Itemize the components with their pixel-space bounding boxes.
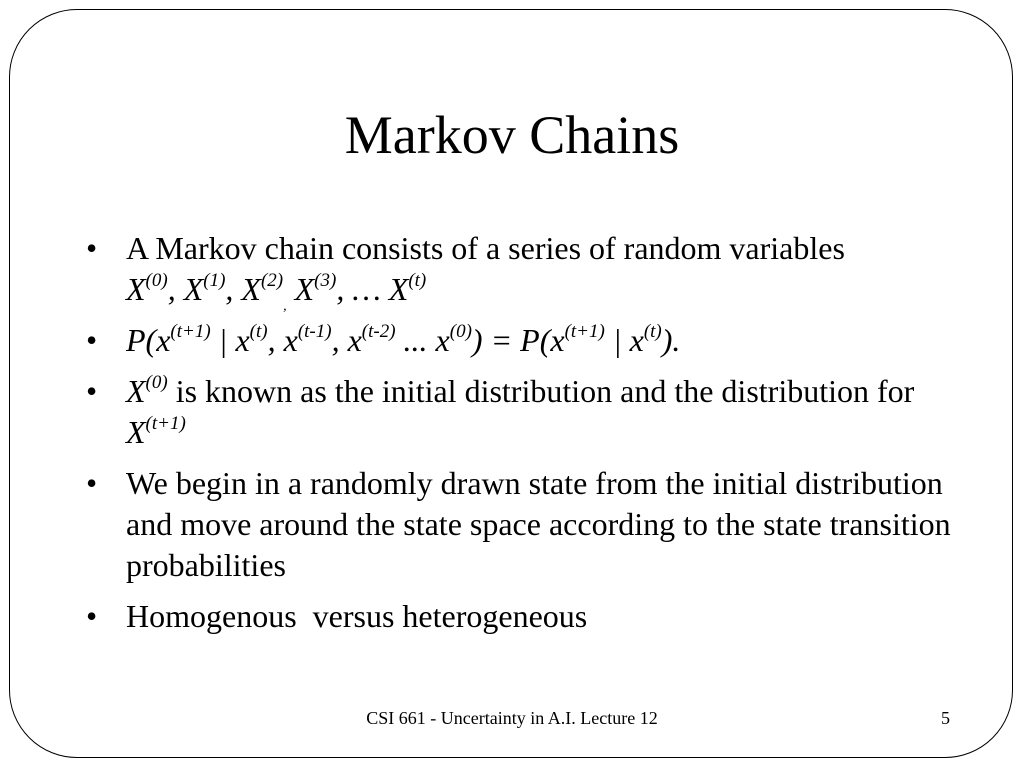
initial-variable: $X^{(0)}$ xyxy=(126,372,168,409)
bullet-item-initial-distribution xyxy=(84,371,964,453)
bullet-item-state-transitions xyxy=(84,463,964,586)
bullet-text: is known as the initial distribution and the distribution for xyxy=(167,373,915,409)
bullet-text: Homogenous versus heterogeneous xyxy=(126,598,588,634)
footer-text: CSI 661 - Uncertainty in A.I. Lecture 12 xyxy=(366,708,658,728)
bullet-text: We begin in a randomly drawn state from the initial distribution and move around the state space according to the state transition probabilities xyxy=(126,465,951,583)
bullet-item-markov-property xyxy=(84,320,964,361)
slide-title: Markov Chains xyxy=(344,105,680,165)
bullet-item-homogenous xyxy=(84,596,964,637)
page-number: 5 xyxy=(941,708,950,728)
bullet-icon: • xyxy=(86,465,98,501)
bullet-icon: • xyxy=(86,322,98,358)
bullet-text: A Markov chain consists of a series of random variables xyxy=(126,230,845,266)
bullet-list xyxy=(84,228,964,647)
bullet-item-markov-definition xyxy=(84,228,964,314)
bullet-icon: • xyxy=(86,373,98,409)
random-variable-sequence: $X^{(0)}$, $X^{(1)}$, $X^{(2)}_,$ $X^{(3)}$, … $X^{(t)}$ xyxy=(126,270,427,314)
next-variable: $X^{(t+1)}$ xyxy=(126,413,186,450)
bullet-icon: • xyxy=(86,598,98,634)
bullet-icon: • xyxy=(86,230,98,266)
markov-property-equation: $P(x^{(t+1)}$ | $x^{(t)}$, $x^{(t-1)}$, $x^{(t-2)}$ ... $x^{(0)}) = P(x^{(t+1)}$ | $x^{(t)}$). xyxy=(126,321,681,358)
